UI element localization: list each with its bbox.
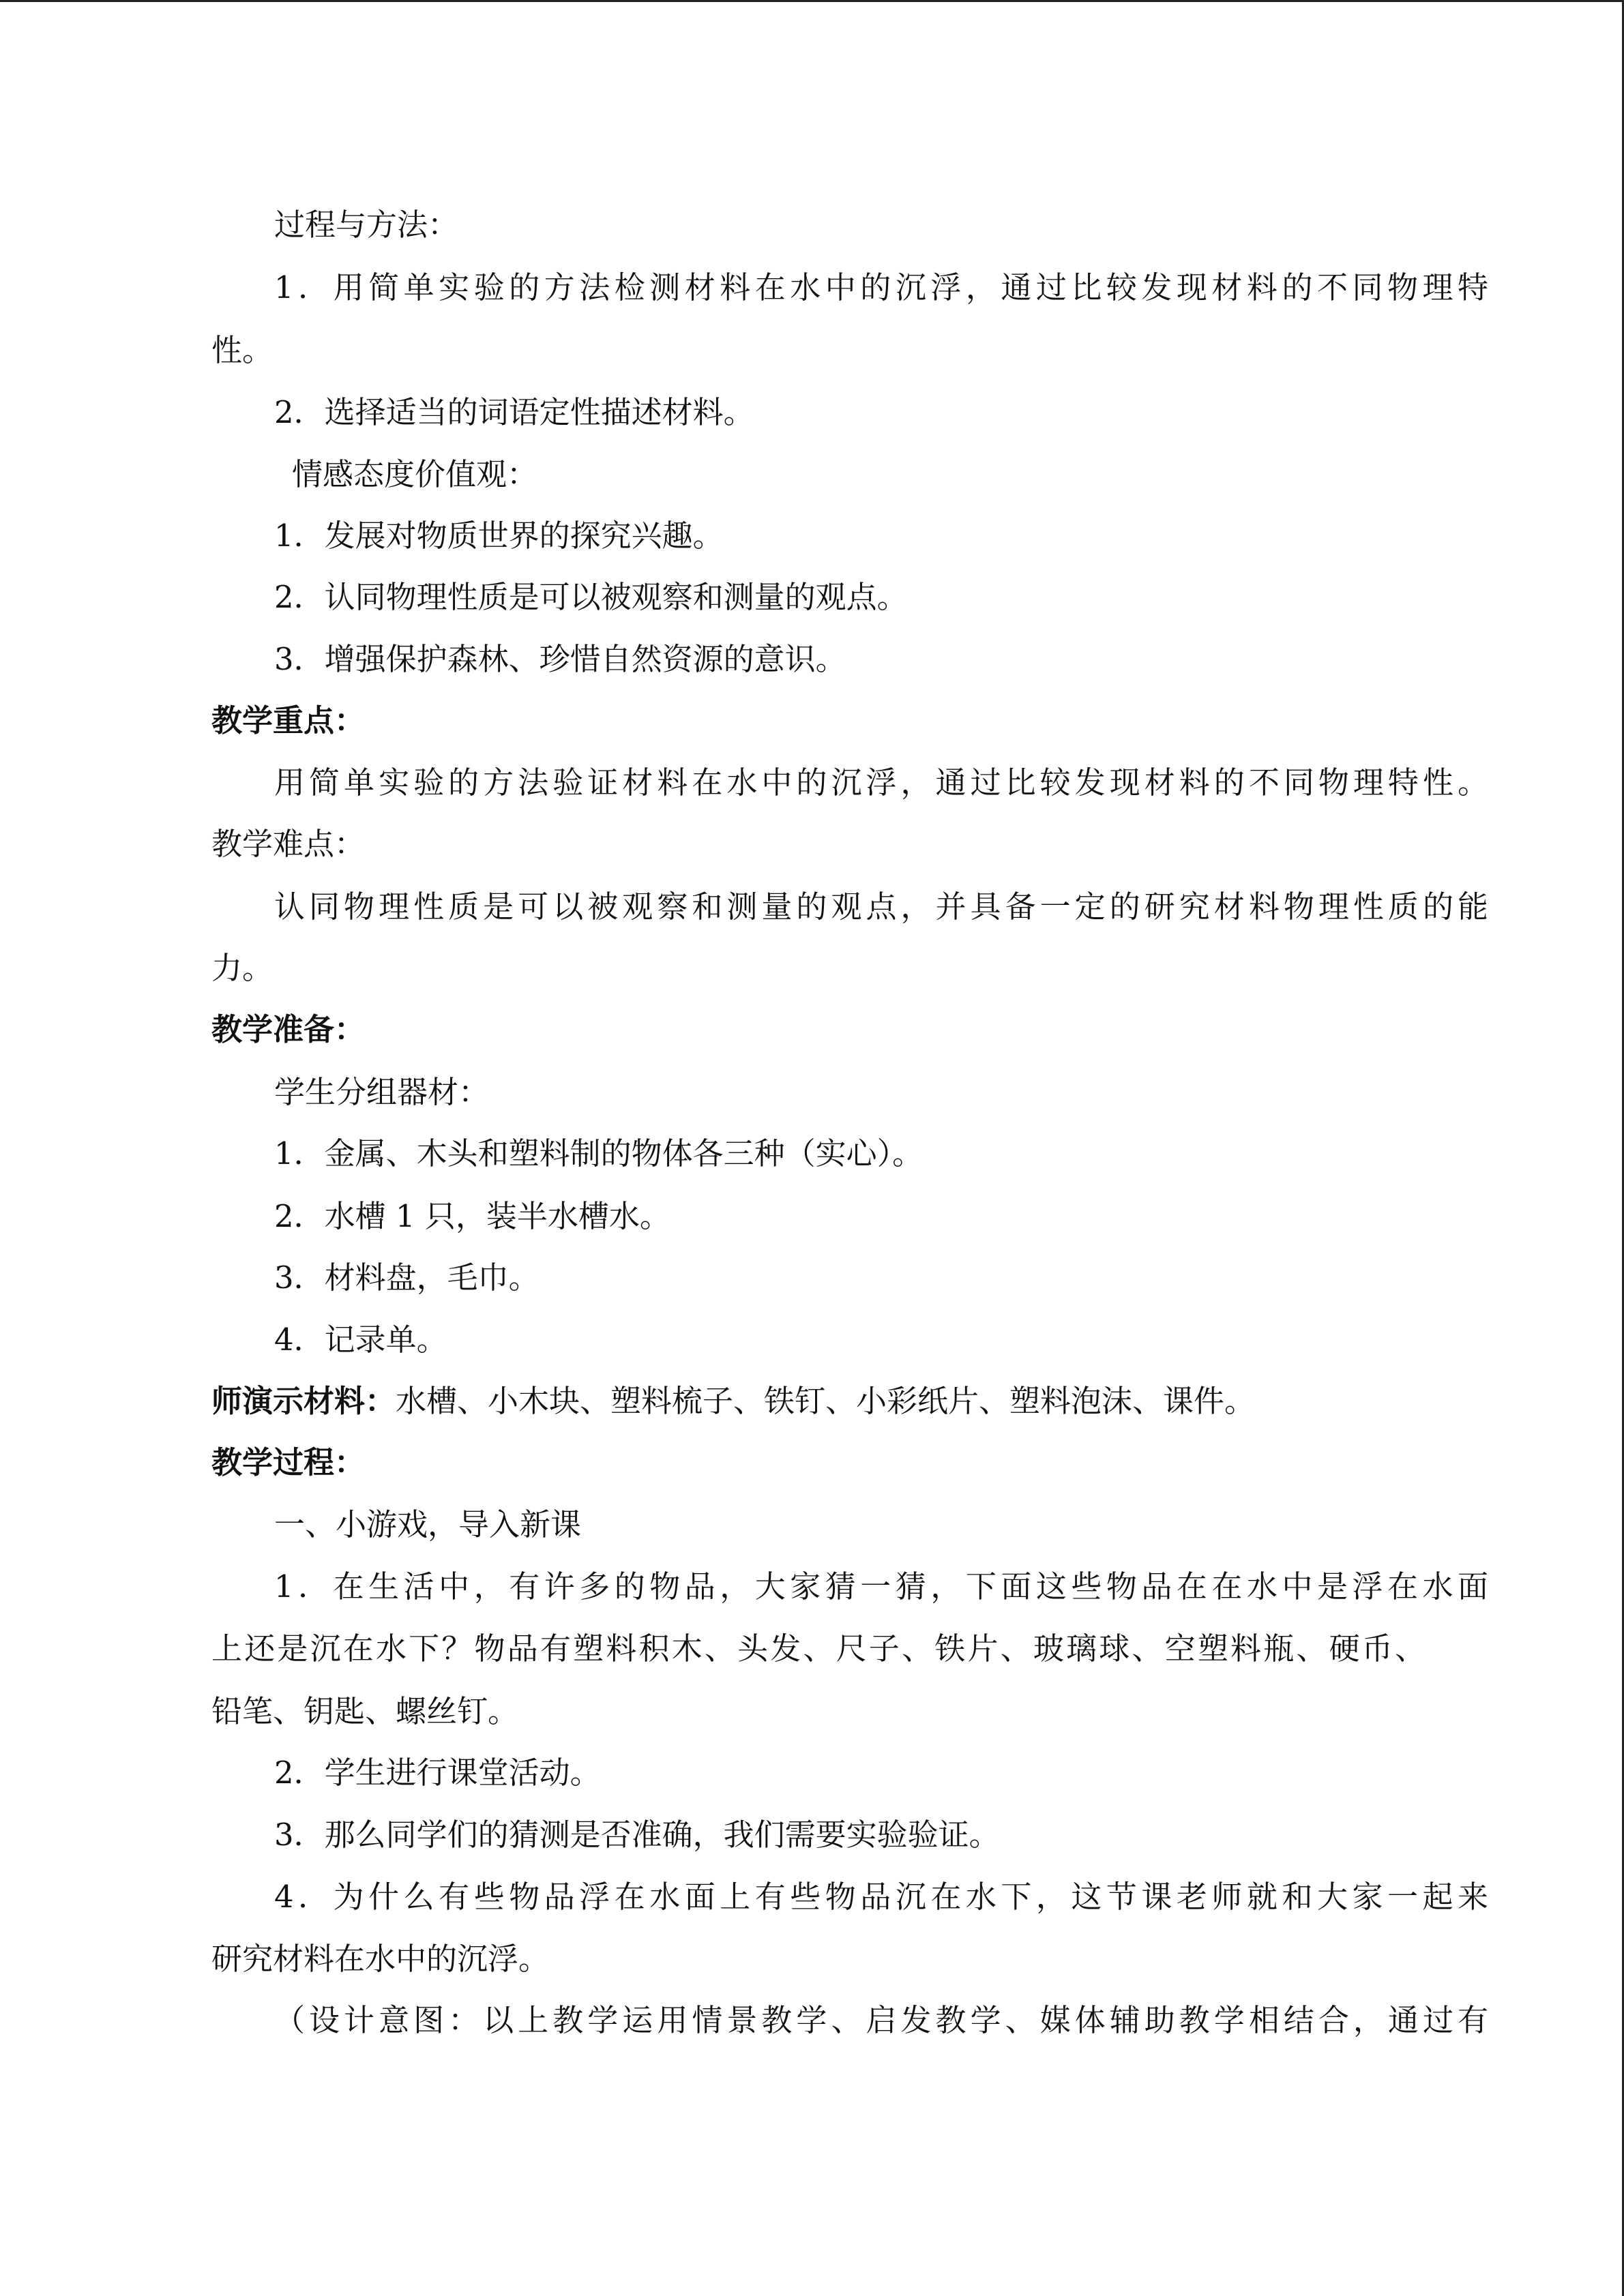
list-item: 2．认同物理性质是可以被观察和测量的观点。 <box>274 579 908 615</box>
list-item: 2．水槽 1 只，装半水槽水。 <box>274 1198 670 1234</box>
paragraph-line: 4．为什么有些物品浮在水面上有些物品沉在水下，这节课老师就和大家一起来 <box>274 1879 1488 1915</box>
heading-emotion-values: 情感态度价值观： <box>292 456 538 492</box>
paragraph-line: 用简单实验的方法验证材料在水中的沉浮，通过比较发现材料的不同物理特性。 <box>274 764 1488 801</box>
list-item: 4．记录单。 <box>274 1322 447 1358</box>
paragraph-line: 1．用简单实验的方法检测材料在水中的沉浮，通过比较发现材料的不同物理特 <box>274 269 1488 305</box>
section-title: 一、小游戏，导入新课 <box>274 1506 582 1542</box>
heading-teaching-process: 教学过程： <box>211 1444 366 1480</box>
page-top-border <box>0 0 1624 2</box>
paragraph-line: 上还是沉在水下？物品有塑料积木、头发、尺子、铁片、玻璃球、空塑料瓶、硬币、 <box>211 1630 1426 1667</box>
heading-teaching-key-points: 教学重点： <box>211 702 366 739</box>
paragraph-line: 力。 <box>211 950 274 986</box>
list-item: 3．材料盘，毛巾。 <box>274 1259 540 1296</box>
list-item: 1．发展对物质世界的探究兴趣。 <box>274 518 724 554</box>
heading-teaching-difficulties: 教学难点： <box>211 826 366 862</box>
teacher-materials-text: 水槽、小木块、塑料梳子、铁钉、小彩纸片、塑料泡沫、课件。 <box>396 1383 1256 1419</box>
list-item: 3．那么同学们的猜测是否准确，我们需要实验验证。 <box>274 1817 1000 1853</box>
heading-process-methods: 过程与方法： <box>274 207 459 243</box>
paragraph-line: 研究材料在水中的沉浮。 <box>211 1941 550 1977</box>
teacher-materials-label: 师演示材料： <box>211 1383 396 1419</box>
paragraph-line: 1．在生活中，有许多的物品，大家猜一猜，下面这些物品在在水中是浮在水面 <box>274 1568 1488 1605</box>
paragraph-line: （设计意图：以上教学运用情景教学、启发教学、媒体辅助教学相结合，通过有 <box>274 2002 1488 2038</box>
paragraph-line: 认同物理性质是可以被观察和测量的观点，并具备一定的研究材料物理性质的能 <box>274 889 1488 925</box>
list-item: 2．选择适当的词语定性描述材料。 <box>274 394 754 430</box>
list-item: 3．增强保护森林、珍惜自然资源的意识。 <box>274 641 846 677</box>
list-item: 1．金属、木头和塑料制的物体各三种（实心）。 <box>274 1135 924 1172</box>
teacher-materials-line <box>211 1381 1426 1422</box>
paragraph-line: 铅笔、钥匙、螺丝钉。 <box>211 1693 519 1729</box>
heading-teaching-preparation: 教学准备： <box>211 1011 366 1047</box>
list-item: 2．学生进行课堂活动。 <box>274 1755 601 1791</box>
subheading-student-materials: 学生分组器材： <box>274 1074 490 1110</box>
paragraph-line: 性。 <box>211 332 274 368</box>
